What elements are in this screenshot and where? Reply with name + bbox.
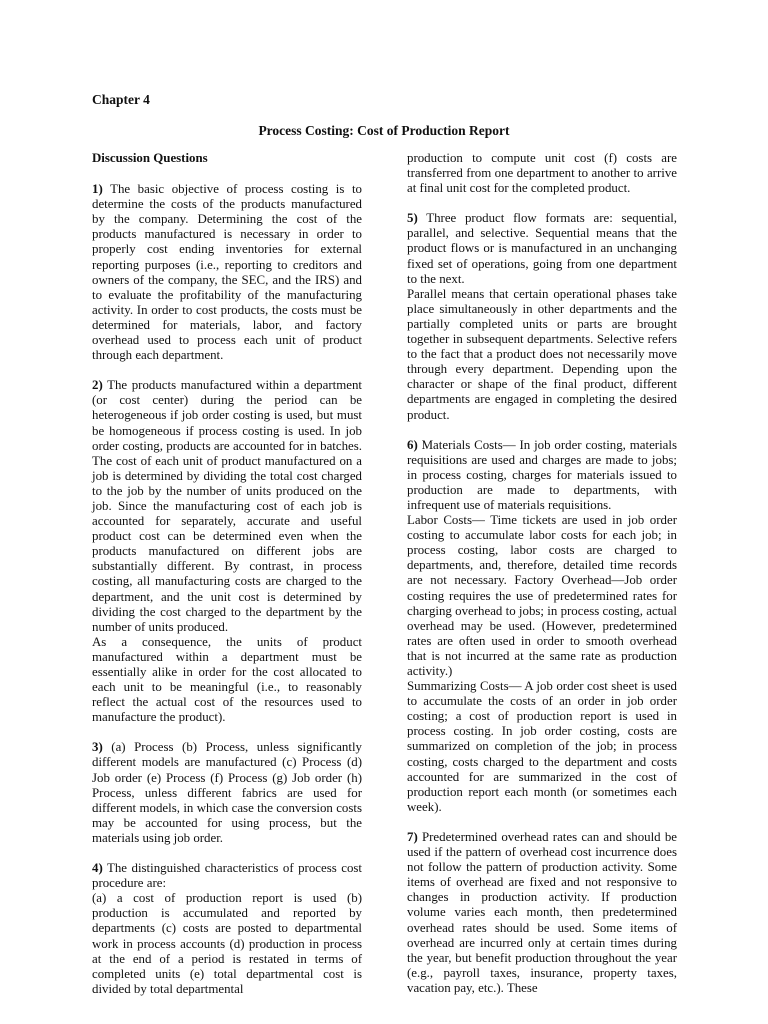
question-number: 5) xyxy=(407,211,418,226)
paragraph-text: (a) a cost of production report is used (b) production is accumulated and reported by departments (c) costs are posted to departmental work in process accounts (d) production in process at the end of a period is restated in terms of completed units (e) total departmental cost is divided by total departmental xyxy=(92,891,362,996)
paragraph-q5 xyxy=(407,211,677,286)
question-number: 7) xyxy=(407,829,418,844)
paragraph-q1 xyxy=(92,182,362,363)
paragraph-text: As a consequence, the units of product manufactured within a department must be essentially alike in order for the cost allocated to each unit to be meaningful (i.e., to reasonably reflect the actual cost of the resources used to manufacture the product). xyxy=(92,634,362,725)
page-title: Process Costing: Cost of Production Report xyxy=(258,123,510,138)
paragraph-q6-summary xyxy=(407,679,677,815)
left-column xyxy=(92,151,362,997)
paragraph-text: The basic objective of process costing is to determine the costs of the products manufactured by the company. Determining the cost of the products manufactured is necessary in order to properly cost ending inventories for external reporting purposes (i.e., reporting to creditors and owners of the company, the SEC, and the IRS) and to evaluate the profitability of the manufacturing activity. In order to cost products, the costs must be determined for materials, labor, and factory overhead used to process each unit of product through each department. xyxy=(92,182,362,363)
paragraph-text: production to compute unit cost (f) costs are transferred from one department to another to arrive at final unit cost for the completed product. xyxy=(407,151,677,196)
paragraph-text: Three product flow formats are: sequential, parallel, and selective. Sequential means that the product flows or is manufactured in an unchanging fixed set of operations, going from one department to the next. xyxy=(407,211,677,286)
paragraph-text: Predetermined overhead rates can and should be used if the pattern of overhead cost incurrence does not follow the pattern of production activity. Some items of overhead are fixed and not responsive to changes in production activity. If production volume varies each month, then predetermined overhead rates should be used. Some items of overhead are incurred only at certain times during the year, but benefit production throughout the year (e.g., payroll taxes, insurance, property taxes, vacation pay, etc.). These xyxy=(407,829,677,995)
paragraph-text: Materials Costs— In job order costing, materials requisitions are used and charges are made to jobs; in process costing, charges for materials issued to production are made to departments, with infrequent use of materials requisitions. xyxy=(407,437,677,512)
paragraph-text: The distinguished characteristics of process cost procedure are: xyxy=(92,861,362,891)
paragraph-q4-cont xyxy=(92,891,362,997)
chapter-label: Chapter 4 xyxy=(92,92,150,107)
paragraph-q3 xyxy=(92,740,362,846)
paragraph-q7 xyxy=(407,830,677,996)
question-number: 6) xyxy=(407,437,418,452)
paragraph-text: Labor Costs— Time tickets are used in job order costing to accumulate labor costs for each job; in process costing, labor costs are charged to departments, and, therefore, detailed time records are not necessary. Factory Overhead—Job order costing requires the use of predetermined rates for charging overhead to jobs; in process costing, actual overhead may be used. (However, predetermined rates are often used in order to smooth overhead that is not incurred at the same rate as production activity.) xyxy=(407,513,677,678)
question-number: 2) xyxy=(92,378,103,393)
question-number: 3) xyxy=(92,740,103,755)
paragraph-text: The products manufactured within a department (or cost center) during the period can be heterogeneous if job order costing is used, but must be homogeneous if process costing is used. In job order costing, products are accounted for in batches. The cost of each unit of product manufactured on a job is determined by dividing the total cost charged to the job by the number of units produced on the job. Since the manufacturing cost of each job is accounted for separately, accurate and useful product cost can be determined even when the products manufactured on different jobs are substantially different. By contrast, in process costing, all manufacturing costs are charged to the department, and the unit cost is determined by dividing the cost charged to the department by the number of units produced. xyxy=(92,378,362,634)
paragraph-text: Summarizing Costs— A job order cost sheet is used to accumulate the costs of an order in job order costing; a cost of production report is used in process costing. In job order costing, costs are summarized on completion of the job; in process costing, costs charged to the department and costs accounted for are summarized in the cost of production report each month (or sometimes each week). xyxy=(407,679,677,814)
paragraph-text: Parallel means that certain operational phases take place simultaneously in other departments and the partially completed units or parts are brought together in subsequent departments. Selective refers to the fact that a product does not necessarily move through every department. Depending upon the character or shape of the final product, different departments are engaged in completing the desired product. xyxy=(407,286,677,422)
question-number: 4) xyxy=(92,861,103,876)
right-column xyxy=(407,151,677,996)
paragraph-text: (a) Process (b) Process, unless significantly different models are manufactured (c) Process (d) Job order (e) Process (f) Process (g) Job order (h) Process, unless different fabrics are used for different models, in which case the conversion costs may be accounted for using process, but the materials using job order. xyxy=(92,740,362,845)
paragraph-q6-labor xyxy=(407,513,677,679)
section-heading: Discussion Questions xyxy=(92,151,208,165)
question-number: 1) xyxy=(92,182,103,197)
paragraph-q2-cont xyxy=(92,635,362,726)
paragraph-q4-end xyxy=(407,151,677,196)
paragraph-q4 xyxy=(92,861,362,891)
paragraph-q5-cont xyxy=(407,287,677,423)
paragraph-q2 xyxy=(92,378,362,635)
paragraph-q6 xyxy=(407,438,677,513)
